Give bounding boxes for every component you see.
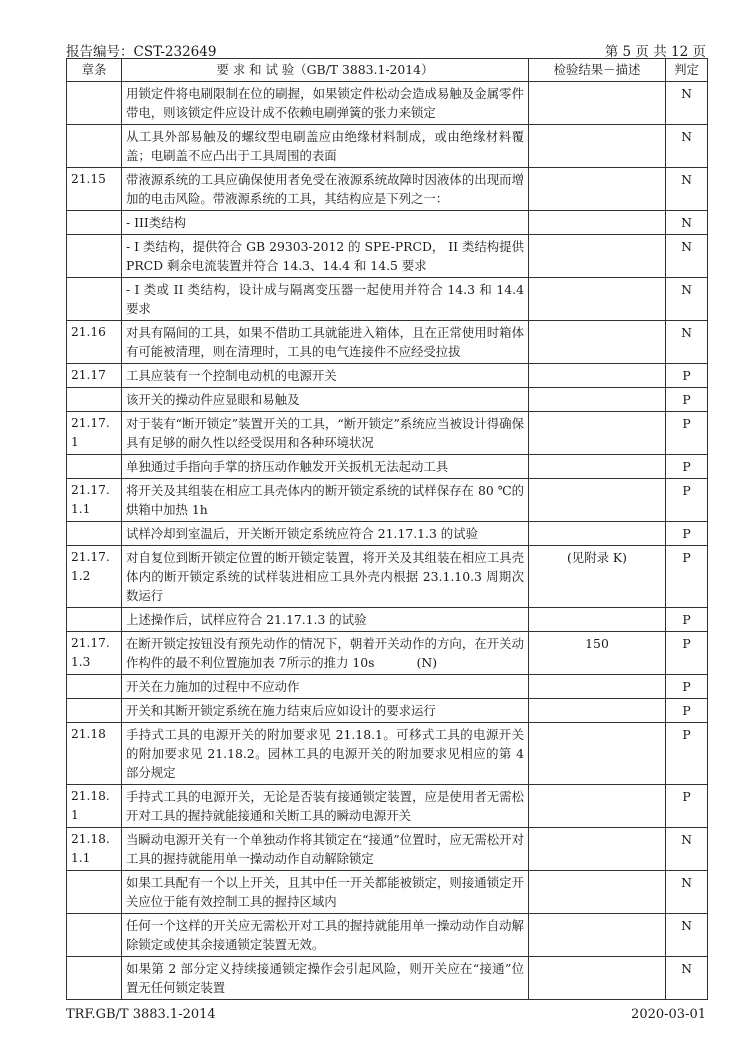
table-row: [67, 608, 708, 632]
result-cell: [529, 235, 666, 278]
table-row: [67, 412, 708, 455]
verdict-cell: P: [666, 388, 708, 412]
clause-cell: [67, 235, 122, 278]
table-row: [67, 699, 708, 723]
result-cell: [529, 364, 666, 388]
clause-cell: [67, 522, 122, 546]
report-table: [66, 58, 708, 1000]
verdict-cell: N: [666, 321, 708, 364]
result-cell: [529, 871, 666, 914]
requirement-cell: 手持式工具的电源开关的附加要求见 21.18.1。可移式工具的电源开关的附加要求见 21.18.2。园林工具的电源开关的附加要求见相应的第 4 部分规定: [122, 723, 529, 785]
result-cell: [529, 828, 666, 871]
footer-date: 2020-03-01: [631, 1007, 706, 1022]
table-header-row: [67, 59, 708, 82]
clause-cell: 21.16: [67, 321, 122, 364]
column-header-result: 检验结果－描述: [529, 59, 666, 82]
result-cell: (见附录 K): [529, 546, 666, 608]
requirement-cell: - I 类结构，提供符合 GB 29303-2012 的 SPE-PRCD， II 类结构提供 PRCD 剩余电流装置并符合 14.3、14.4 和 14.5 要求: [122, 235, 529, 278]
result-cell: [529, 785, 666, 828]
clause-cell: [67, 675, 122, 699]
clause-cell: 21.17.1.2: [67, 546, 122, 608]
result-cell: [529, 321, 666, 364]
requirement-cell: 开关在力施加的过程中不应动作: [122, 675, 529, 699]
clause-cell: 21.18.1: [67, 785, 122, 828]
table-row: [67, 828, 708, 871]
page-number: 第 5 页 共 12 页: [604, 44, 706, 60]
result-cell: [529, 699, 666, 723]
result-cell: [529, 479, 666, 522]
requirement-cell: 单独通过手指向手掌的挤压动作触发开关扳机无法起动工具: [122, 455, 529, 479]
verdict-cell: N: [666, 957, 708, 1000]
result-cell: 150: [529, 632, 666, 675]
verdict-cell: P: [666, 455, 708, 479]
result-cell: [529, 211, 666, 235]
requirement-cell: 上述操作后，试样应符合 21.17.1.3 的试验: [122, 608, 529, 632]
result-cell: [529, 388, 666, 412]
requirement-cell: 开关和其断开锁定系统在施力结束后应如设计的要求运行: [122, 699, 529, 723]
requirement-cell: 试样冷却到室温后，开关断开锁定系统应符合 21.17.1.3 的试验: [122, 522, 529, 546]
table-row: [67, 211, 708, 235]
result-cell: [529, 278, 666, 321]
clause-cell: [67, 699, 122, 723]
requirement-cell: 用锁定件将电刷限制在位的刷握，如果锁定件松动会造成易触及金属零件带电，则该锁定件应设计成不依赖电刷弹簧的张力来锁定: [122, 82, 529, 125]
verdict-cell: N: [666, 914, 708, 957]
clause-cell: 21.17.1.1: [67, 479, 122, 522]
table-row: [67, 278, 708, 321]
result-cell: [529, 723, 666, 785]
verdict-cell: P: [666, 608, 708, 632]
requirement-cell: 工具应装有一个控制电动机的电源开关: [122, 364, 529, 388]
requirement-cell: 当瞬动电源开关有一个单独动作将其锁定在“接通”位置时，应无需松开对工具的握持就能用单一操动动作自动解除锁定: [122, 828, 529, 871]
requirement-cell: 如果第 2 部分定义持续接通锁定操作会引起风险，则开关应在“接通”位置无任何锁定装置: [122, 957, 529, 1000]
table-row: [67, 479, 708, 522]
verdict-cell: P: [666, 699, 708, 723]
clause-cell: [67, 125, 122, 168]
verdict-cell: N: [666, 211, 708, 235]
column-header-requirement: 要 求 和 试 验（GB/T 3883.1-2014）: [122, 59, 529, 82]
verdict-cell: N: [666, 278, 708, 321]
table-row: [67, 522, 708, 546]
verdict-cell: P: [666, 723, 708, 785]
requirement-cell: 从工具外部易触及的螺纹型电刷盖应由绝缘材料制成，或由绝缘材料覆盖；电刷盖不应凸出于工具周围的表面: [122, 125, 529, 168]
table-row: [67, 388, 708, 412]
report-number: 报告编号：CST-232649: [66, 44, 217, 60]
clause-cell: [67, 608, 122, 632]
result-cell: [529, 455, 666, 479]
verdict-cell: N: [666, 82, 708, 125]
table-row: [67, 364, 708, 388]
clause-cell: 21.17: [67, 364, 122, 388]
requirement-cell: - III类结构: [122, 211, 529, 235]
table-row: [67, 125, 708, 168]
clause-cell: [67, 211, 122, 235]
requirement-cell: 如果工具配有一个以上开关，且其中任一开关都能被锁定，则接通锁定开关应位于能有效控制工具的握持区域内: [122, 871, 529, 914]
result-cell: [529, 914, 666, 957]
clause-cell: [67, 278, 122, 321]
requirement-cell: [122, 632, 529, 675]
requirement-cell: 对自复位到断开锁定位置的断开锁定装置，将开关及其组装在相应工具壳体内的断开锁定系统的试样装进相应工具外壳内根据 23.1.10.3 周期次数运行: [122, 546, 529, 608]
footer-standard: TRF.GB/T 3883.1-2014: [66, 1007, 216, 1022]
result-cell: [529, 675, 666, 699]
result-cell: [529, 412, 666, 455]
table-row: [67, 871, 708, 914]
requirement-cell: 对于装有“断开锁定”装置开关的工具，“断开锁定”系统应当被设计得确保具有足够的耐久性以经受误用和各种环境状况: [122, 412, 529, 455]
clause-cell: [67, 82, 122, 125]
requirement-cell: 该开关的操动件应显眼和易触及: [122, 388, 529, 412]
verdict-cell: N: [666, 235, 708, 278]
requirement-cell: 任何一个这样的开关应无需松开对工具的握持就能用单一操动动作自动解除锁定或使其余接通锁定装置无效。: [122, 914, 529, 957]
verdict-cell: P: [666, 412, 708, 455]
requirement-cell: - I 类或 II 类结构，设计成与隔离变压器一起使用并符合 14.3 和 14.4 要求: [122, 278, 529, 321]
verdict-cell: N: [666, 828, 708, 871]
requirement-unit: (N): [416, 655, 438, 670]
requirement-cell: 手持式工具的电源开关，无论是否装有接通锁定装置，应是使用者无需松开对工具的握持就能接通和关断工具的瞬动电源开关: [122, 785, 529, 828]
clause-cell: 21.18.1.1: [67, 828, 122, 871]
clause-cell: [67, 871, 122, 914]
table-row: [67, 957, 708, 1000]
clause-cell: 21.17.1: [67, 412, 122, 455]
verdict-cell: N: [666, 168, 708, 211]
table-row: [67, 455, 708, 479]
requirement-cell: 带液源系统的工具应确保使用者免受在液源系统故障时因液体的出现而增加的电击风险。带液源系统的工具，其结构应是下列之一：: [122, 168, 529, 211]
verdict-cell: P: [666, 546, 708, 608]
result-cell: [529, 125, 666, 168]
result-cell: [529, 522, 666, 546]
verdict-cell: P: [666, 675, 708, 699]
result-cell: [529, 957, 666, 1000]
requirement-cell: 对具有隔间的工具，如果不借助工具就能进入箱体，且在正常使用时箱体有可能被清理，则在清理时，工具的电气连接件不应经受拉拔: [122, 321, 529, 364]
table-row: [67, 785, 708, 828]
column-header-clause: 章条: [67, 59, 122, 82]
result-cell: [529, 82, 666, 125]
column-header-verdict: 判定: [666, 59, 708, 82]
result-cell: [529, 608, 666, 632]
verdict-cell: N: [666, 125, 708, 168]
verdict-cell: P: [666, 785, 708, 828]
table-row: [67, 168, 708, 211]
table-row: [67, 546, 708, 608]
table-row: [67, 914, 708, 957]
page-header: [66, 40, 706, 60]
verdict-cell: P: [666, 479, 708, 522]
table-row: [67, 235, 708, 278]
verdict-cell: P: [666, 632, 708, 675]
verdict-cell: P: [666, 522, 708, 546]
verdict-cell: P: [666, 364, 708, 388]
verdict-cell: N: [666, 871, 708, 914]
table-row: [67, 82, 708, 125]
clause-cell: 21.15: [67, 168, 122, 211]
table-row: [67, 675, 708, 699]
table-row: [67, 723, 708, 785]
clause-cell: [67, 455, 122, 479]
clause-cell: [67, 914, 122, 957]
clause-cell: 21.18: [67, 723, 122, 785]
clause-cell: 21.17.1.3: [67, 632, 122, 675]
result-cell: [529, 168, 666, 211]
requirement-text: 在断开锁定按钮没有预先动作的情况下，朝着开关动作的方向，在开关动作构件的最不利位置施加表 7所示的推力 10s: [126, 636, 524, 670]
clause-cell: [67, 388, 122, 412]
table-row: [67, 321, 708, 364]
clause-cell: [67, 957, 122, 1000]
requirement-cell: 将开关及其组装在相应工具壳体内的断开锁定系统的试样保存在 80 ℃的烘箱中加热 1h: [122, 479, 529, 522]
table-row: [67, 632, 708, 675]
